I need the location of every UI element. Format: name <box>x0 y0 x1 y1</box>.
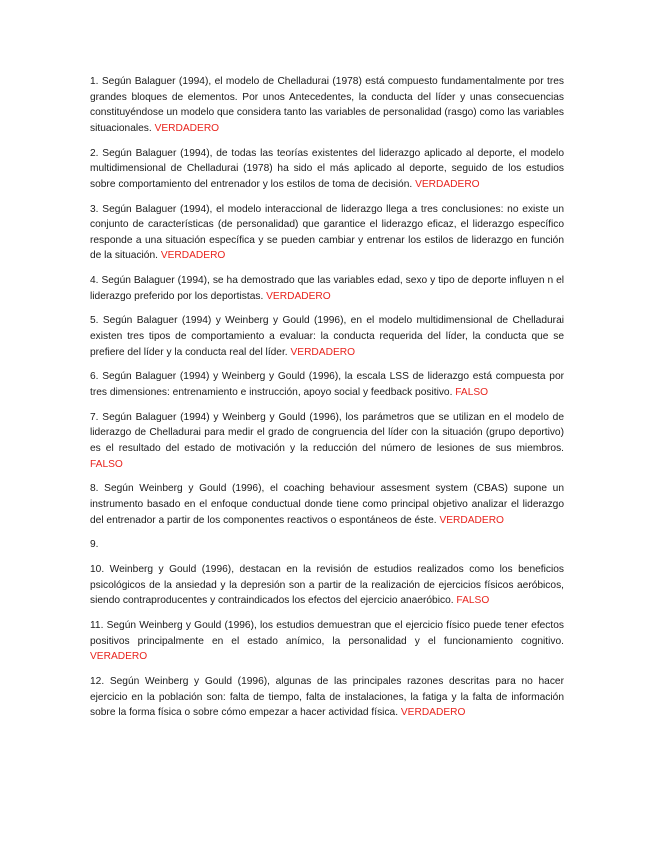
question-item <box>90 562 564 609</box>
answer-label: FALSO <box>455 387 489 399</box>
question-item <box>90 481 564 528</box>
question-item <box>90 410 564 472</box>
question-text: 3. Según Balaguer (1994), el modelo interaccional de liderazgo llega a tres conclusiones: no existe un conjunto de características (de personalidad) que garantice el liderazgo eficaz, el liderazgo específico responde a una situación específica y se pueden cambiar y entrenar los estilos de liderazgo en función de la situación. <box>90 203 564 262</box>
question-text: 11. Según Weinberg y Gould (1996), los estudios demuestran que el ejercicio físico puede tener efectos positivos principalmente en el estado anímico, la personalidad y el funcionamiento cognitivo. <box>90 620 564 647</box>
question-text: 7. Según Balaguer (1994) y Weinberg y Gould (1996), los parámetros que se utilizan en el modelo de liderazgo de Chelladurai para medir el grado de congruencia del líder con la situación (grupo deportivo) es el resultado del estado de motivación y la reducción del número de lesiones de sus miembros. <box>90 411 564 454</box>
question-item <box>90 313 564 360</box>
question-text: 2. Según Balaguer (1994), de todas las teorías existentes del liderazgo aplicado al deporte, el modelo multidimensional de Chelladurai (1978) ha sido el más aplicado al deporte, seguido de los estudios sobre comportamiento del entrenador y los estilos de toma de decisión. <box>90 147 564 190</box>
answer-label: VERDADERO <box>439 514 504 526</box>
answer-label: VERDADERO <box>160 250 226 262</box>
question-item <box>90 146 564 193</box>
question-item <box>90 674 564 721</box>
answer-label: VERDADERO <box>290 346 356 358</box>
question-item <box>90 618 564 665</box>
question-text: 10. Weinberg y Gould (1996), destacan en la revisión de estudios realizados como los beneficios psicológicos de la ansiedad y la depresión son a partir de la realización de ejercicios físicos aeróbicos, siendo contraproducentes y contraindicados los efectos del ejercicio anaeróbico. <box>90 564 564 607</box>
document-page <box>90 74 564 730</box>
answer-label: FALSO <box>456 595 490 607</box>
question-text: 9. <box>90 539 99 551</box>
question-text: 6. Según Balaguer (1994) y Weinberg y Gould (1996), la escala LSS de liderazgo está compuesta por tres dimensiones: entrenamiento e instrucción, apoyo social y feedback positivo. <box>90 371 564 399</box>
answer-label: VERDADERO <box>415 178 480 190</box>
question-item <box>90 74 564 136</box>
answer-label: VERDADERO <box>266 290 331 302</box>
question-item <box>90 202 564 264</box>
question-text: 8. Según Weinberg y Gould (1996), el coaching behaviour assesment system (CBAS) supone un instrumento basado en el enfoque conductual donde tiene como principal objetivo analizar el liderazgo del entrenador a partir de los componentes reactivos o espontáneos de éste. <box>90 483 564 526</box>
answer-label: VERDADERO <box>400 707 466 719</box>
answer-label: FALSO <box>90 458 123 470</box>
question-text: 5. Según Balaguer (1994) y Weinberg y Gould (1996), en el modelo multidimensional de Chelladurai existen tres tipos de comportamiento a evaluar: la conducta requerida del líder, la conducta que se prefiere del líder y la conducta real del líder. <box>90 315 564 358</box>
answer-label: VERDADERO <box>154 122 220 134</box>
question-text: 1. Según Balaguer (1994), el modelo de Chelladurai (1978) está compuesto fundamentalmente por tres grandes bloques de elementos. Por unos Antecedentes, la conducta del líder y unas consecuencias constituyéndose un modelo que considera tanto las variables de personalidad (rasgo) como las variables situacionales. <box>90 76 564 134</box>
question-item <box>90 537 564 553</box>
question-item <box>90 273 564 304</box>
question-text: 12. Según Weinberg y Gould (1996), algunas de las principales razones descritas para no hacer ejercicio en la población son: falta de tiempo, falta de instalaciones, la fatiga y la falta de información sobre la forma física o sobre cómo empezar a hacer actividad física. <box>90 676 564 719</box>
question-text: 4. Según Balaguer (1994), se ha demostrado que las variables edad, sexo y tipo de deporte influyen n el liderazgo preferido por los deportistas. <box>90 275 564 302</box>
question-item <box>90 369 564 400</box>
answer-label: VERADERO <box>90 651 148 663</box>
